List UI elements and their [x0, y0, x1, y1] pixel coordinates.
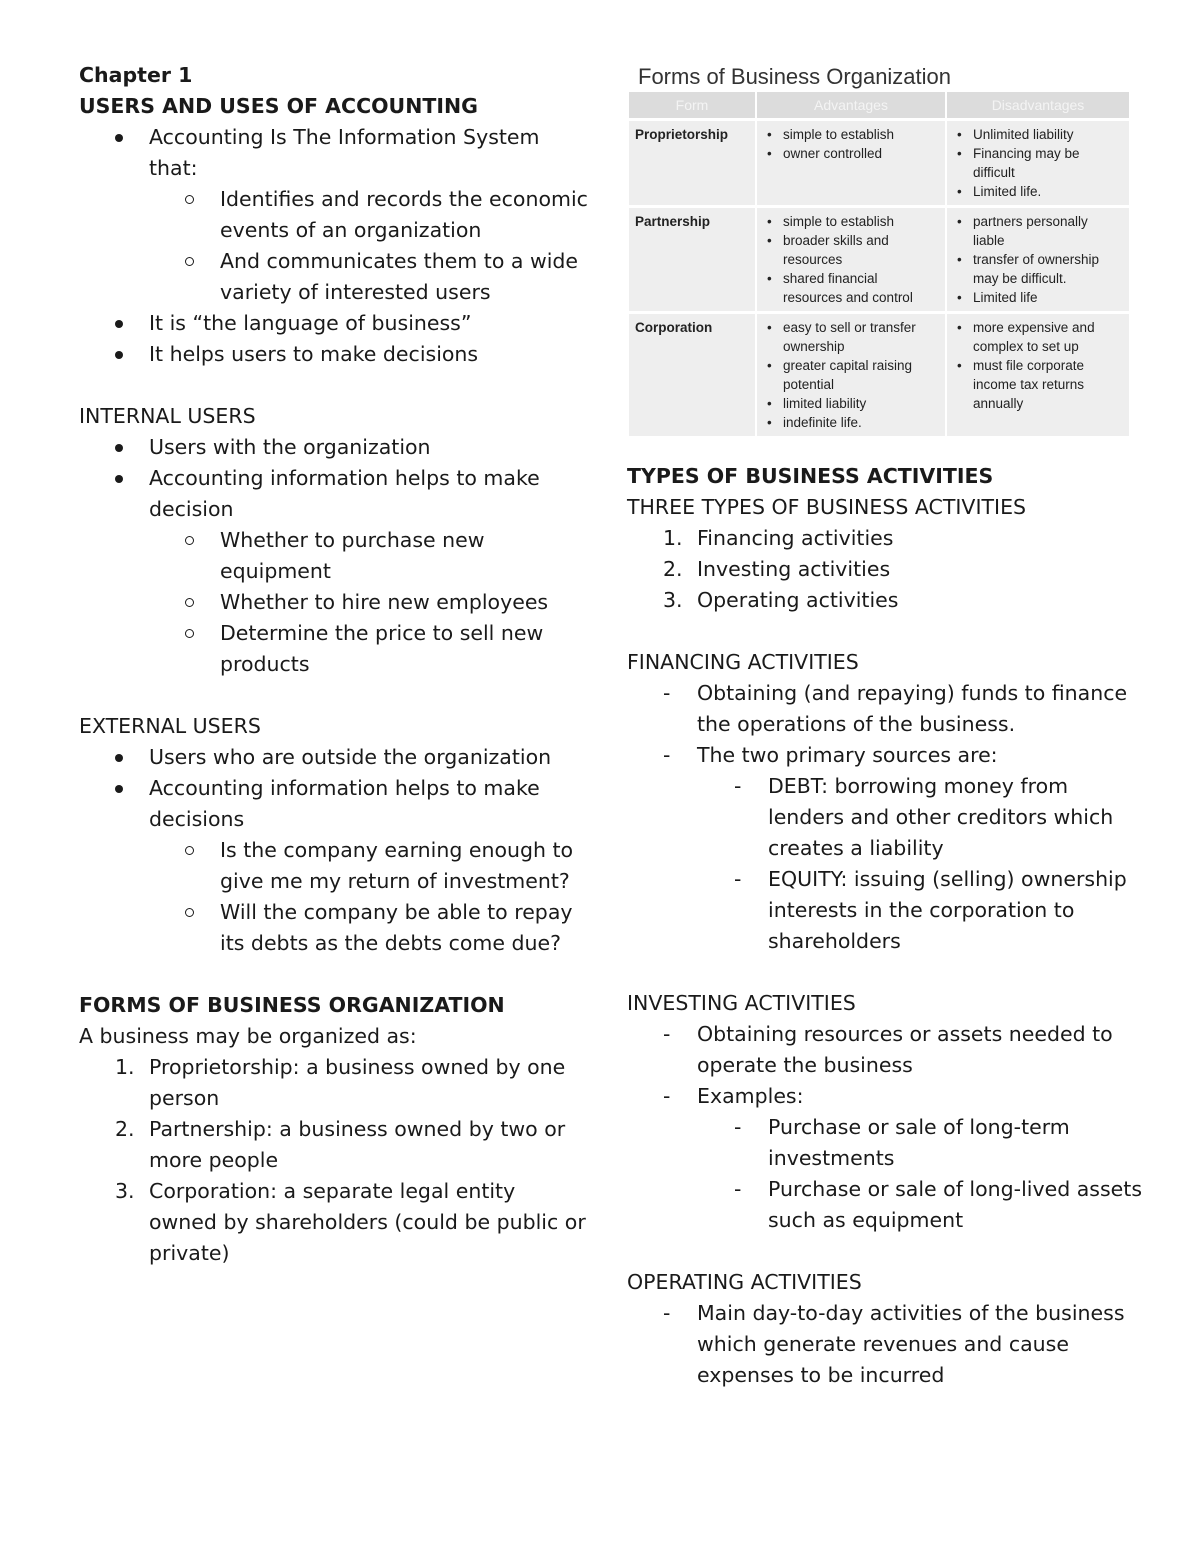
cell-form: Proprietorship	[629, 120, 756, 207]
table-bullet: • limited liability	[783, 394, 939, 413]
list-item: Accounting Is The Information System that:	[79, 122, 589, 184]
table-header-row	[629, 92, 1130, 120]
bullet-icon	[115, 134, 123, 142]
heading-internal-users: INTERNAL USERS	[79, 404, 256, 428]
list-item: Accounting information helps to make decision	[79, 463, 589, 525]
table-bullet: • more expensive and complex to set up	[973, 318, 1123, 356]
list-item: Will the company be able to repay its debts as the debts come due?	[79, 897, 589, 959]
table-bullet: • Limited life	[973, 288, 1123, 307]
cell-advantages	[756, 207, 946, 313]
table-row	[629, 120, 1130, 207]
list-item: - Main day-to-day activities of the business which generate revenues and cause expenses to be incurred	[627, 1298, 1142, 1391]
table-row	[629, 313, 1130, 437]
table-bullet: • Financing may be difficult	[973, 144, 1123, 182]
list-item: - Examples:	[627, 1081, 1142, 1112]
list-item: Users with the organization	[79, 432, 589, 463]
cell-form: Partnership	[629, 207, 756, 313]
dash-bullet: -	[734, 774, 742, 798]
forms-intro: A business may be organized as:	[79, 1024, 417, 1048]
list-item: Identifies and records the economic events of an organization	[79, 184, 589, 246]
cell-disadvantages	[946, 313, 1130, 437]
header-form: Form	[629, 92, 756, 120]
circle-bullet-icon	[185, 257, 194, 266]
list-number: 1.	[663, 526, 683, 550]
list-number: 3.	[115, 1179, 135, 1203]
list-item: - The two primary sources are:	[627, 740, 1142, 771]
list-number: 3.	[663, 588, 683, 612]
list-item: 2. Partnership: a business owned by two or more people	[79, 1114, 589, 1176]
heading-financing: FINANCING ACTIVITIES	[627, 650, 859, 674]
left-column	[79, 60, 589, 1269]
chapter-label: Chapter 1	[79, 63, 193, 87]
circle-bullet-icon	[185, 846, 194, 855]
heading-types-of-activities: TYPES OF BUSINESS ACTIVITIES	[627, 464, 994, 488]
list-item: - DEBT: borrowing money from lenders and other creditors which creates a liability	[627, 771, 1142, 864]
table-bullet: • transfer of ownership may be difficult.	[973, 250, 1123, 288]
list-item: Whether to purchase new equipment	[79, 525, 589, 587]
cell-disadvantages	[946, 207, 1130, 313]
forms-table-figure	[629, 60, 1132, 430]
heading-forms-of-business: FORMS OF BUSINESS ORGANIZATION	[79, 993, 505, 1017]
heading-operating: OPERATING ACTIVITIES	[627, 1270, 862, 1294]
list-item: 1. Financing activities	[627, 523, 1142, 554]
list-number: 1.	[115, 1055, 135, 1079]
table-bullet: • Limited life.	[973, 182, 1123, 201]
list-item: 3. Operating activities	[627, 585, 1142, 616]
header-advantages: Advantages	[756, 92, 946, 120]
section-title-users: USERS AND USES OF ACCOUNTING	[79, 94, 478, 118]
list-number: 2.	[663, 557, 683, 581]
list-item: - Obtaining resources or assets needed to operate the business	[627, 1019, 1142, 1081]
table-title: Forms of Business Organization	[638, 64, 952, 89]
dash-bullet: -	[734, 1177, 742, 1201]
list-item: Accounting information helps to make decisions	[79, 773, 589, 835]
bullet-icon	[115, 320, 123, 328]
list-item: It helps users to make decisions	[79, 339, 589, 370]
table-row	[629, 207, 1130, 313]
table-bullet: • broader skills and resources	[783, 231, 939, 269]
table-bullet: • indefinite life.	[783, 413, 939, 432]
header-disadvantages: Disadvantages	[946, 92, 1130, 120]
table-bullet: • simple to establish	[783, 125, 939, 144]
list-item: 1. Proprietorship: a business owned by one person	[79, 1052, 589, 1114]
dash-bullet: -	[663, 743, 671, 767]
bullet-icon	[115, 444, 123, 452]
circle-bullet-icon	[185, 195, 194, 204]
table-bullet: • easy to sell or transfer ownership	[783, 318, 939, 356]
cell-advantages	[756, 313, 946, 437]
dash-bullet: -	[734, 867, 742, 891]
list-item: Determine the price to sell new products	[79, 618, 589, 680]
list-item: - Purchase or sale of long-term investments	[627, 1112, 1142, 1174]
table-bullet: • must file corporate income tax returns annually	[973, 356, 1123, 413]
list-item: Is the company earning enough to give me my return of investment?	[79, 835, 589, 897]
dash-bullet: -	[734, 1115, 742, 1139]
bullet-icon	[115, 475, 123, 483]
subheading-three-types: THREE TYPES OF BUSINESS ACTIVITIES	[627, 495, 1027, 519]
bullet-icon	[115, 754, 123, 762]
list-item: It is “the language of business”	[79, 308, 589, 339]
list-item: Users who are outside the organization	[79, 742, 589, 773]
table-bullet: • owner controlled	[783, 144, 939, 163]
list-item: And communicates them to a wide variety of interested users	[79, 246, 589, 308]
table-bullet: • Unlimited liability	[973, 125, 1123, 144]
circle-bullet-icon	[185, 908, 194, 917]
dash-bullet: -	[663, 681, 671, 705]
list-number: 2.	[115, 1117, 135, 1141]
circle-bullet-icon	[185, 629, 194, 638]
right-column	[627, 461, 1142, 1391]
heading-external-users: EXTERNAL USERS	[79, 714, 261, 738]
dash-bullet: -	[663, 1084, 671, 1108]
list-item: 3. Corporation: a separate legal entity owned by shareholders (could be public or private)	[79, 1176, 589, 1269]
heading-investing: INVESTING ACTIVITIES	[627, 991, 856, 1015]
list-item: - EQUITY: issuing (selling) ownership interests in the corporation to shareholders	[627, 864, 1142, 957]
bullet-icon	[115, 351, 123, 359]
table-bullet: • partners personally liable	[973, 212, 1123, 250]
circle-bullet-icon	[185, 598, 194, 607]
list-item: 2. Investing activities	[627, 554, 1142, 585]
table-bullet: • simple to establish	[783, 212, 939, 231]
list-item: - Purchase or sale of long-lived assets such as equipment	[627, 1174, 1142, 1236]
cell-advantages	[756, 120, 946, 207]
dash-bullet: -	[663, 1022, 671, 1046]
bullet-icon	[115, 785, 123, 793]
cell-form: Corporation	[629, 313, 756, 437]
forms-table	[629, 92, 1131, 436]
list-item: Whether to hire new employees	[79, 587, 589, 618]
table-bullet: • shared financial resources and control	[783, 269, 939, 307]
table-bullet: • greater capital raising potential	[783, 356, 939, 394]
list-item: - Obtaining (and repaying) funds to finance the operations of the business.	[627, 678, 1142, 740]
circle-bullet-icon	[185, 536, 194, 545]
cell-disadvantages	[946, 120, 1130, 207]
dash-bullet: -	[663, 1301, 671, 1325]
